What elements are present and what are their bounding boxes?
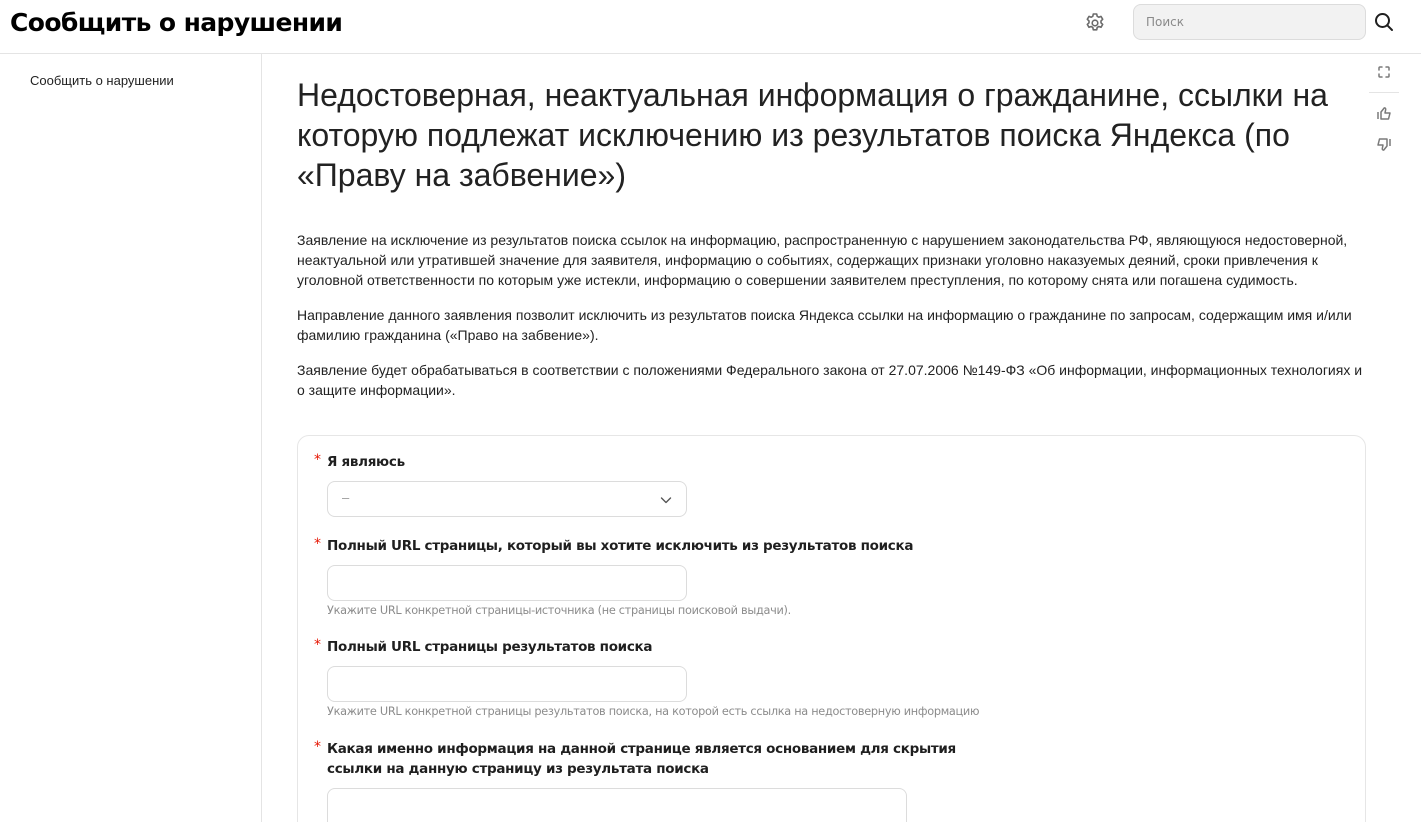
intro-paragraph: Направление данного заявления позволит исключить из результатов поиска Яндекса ссылки на информацию о гражданине по запросам, содержащим имя и/или фамилию гражданина («Право на забвение»). xyxy=(297,307,1352,343)
required-mark: * xyxy=(314,452,321,468)
applicant-type-select[interactable] xyxy=(327,481,687,517)
intro-paragraph: Заявление будет обрабатываться в соответствии с положениями Федерального закона от 27.07.2006 №149-ФЗ «Об информации, информационных технологиях и о защите информации». xyxy=(297,362,1363,398)
field-hint: Укажите URL конкретной страницы-источника (не страницы поисковой выдачи). xyxy=(327,604,791,617)
select-value: – xyxy=(342,490,350,505)
request-form xyxy=(297,435,1366,822)
thumbs-up-icon[interactable] xyxy=(1372,101,1396,125)
field-label: * Какая именно информация на данной странице является основанием для скрытия ссылки на данную страницу из результата поиска xyxy=(314,739,956,777)
field-label: * Полный URL страницы, который вы хотите исключить из результатов поиска xyxy=(314,536,914,554)
sidebar xyxy=(0,54,262,822)
source-url-field-wrapper xyxy=(327,565,687,601)
required-mark: * xyxy=(314,536,321,552)
serp-url-input[interactable] xyxy=(328,667,686,701)
field-source-url xyxy=(314,536,913,617)
site-title: Сообщить о нарушении xyxy=(10,8,343,37)
chevron-down-icon xyxy=(658,492,674,508)
field-hint: Укажите URL конкретной страницы результатов поиска, на которой есть ссылка на недостоверную информацию xyxy=(327,705,980,718)
field-applicant-type xyxy=(314,452,687,517)
required-mark: * xyxy=(314,739,321,755)
reason-textarea[interactable] xyxy=(327,788,907,822)
field-reason xyxy=(314,739,1014,822)
field-label: * Я являюсь xyxy=(314,452,405,470)
header xyxy=(0,0,1421,54)
field-label: * Полный URL страницы результатов поиска xyxy=(314,637,653,655)
page-actions-rail xyxy=(1372,60,1398,165)
serp-url-field-wrapper xyxy=(327,666,687,702)
sidebar-item-report-violation[interactable]: Сообщить о нарушении xyxy=(30,73,174,88)
rail-divider xyxy=(1369,92,1399,93)
field-serp-url xyxy=(314,637,979,718)
gear-icon[interactable] xyxy=(1083,11,1107,35)
search-icon[interactable] xyxy=(1372,10,1396,34)
intro-text xyxy=(297,230,1367,415)
source-url-input[interactable] xyxy=(328,566,686,600)
page-title: Недостоверная, неактуальная информация о гражданине, ссылки на которую подлежат исключению из результатов поиска Яндекса (по «Праву на забвение») xyxy=(297,77,1328,193)
required-mark: * xyxy=(314,637,321,653)
intro-paragraph: Заявление на исключение из результатов поиска ссылок на информацию, распространенную с нарушением законодательства РФ, являющуюся недостоверной, неактуальной или утратившей значение для заявителя, информацию о событиях, содержащих признаки уголовно наказуемых деяний, сроки привлечения к уголовной ответственности по которым уже истекли, информацию о совершении заявителем преступления, по которому снята или погашена судимость. xyxy=(297,232,1348,288)
thumbs-down-icon[interactable] xyxy=(1372,133,1396,157)
fullscreen-icon[interactable] xyxy=(1372,60,1396,84)
search-input[interactable] xyxy=(1133,4,1366,40)
